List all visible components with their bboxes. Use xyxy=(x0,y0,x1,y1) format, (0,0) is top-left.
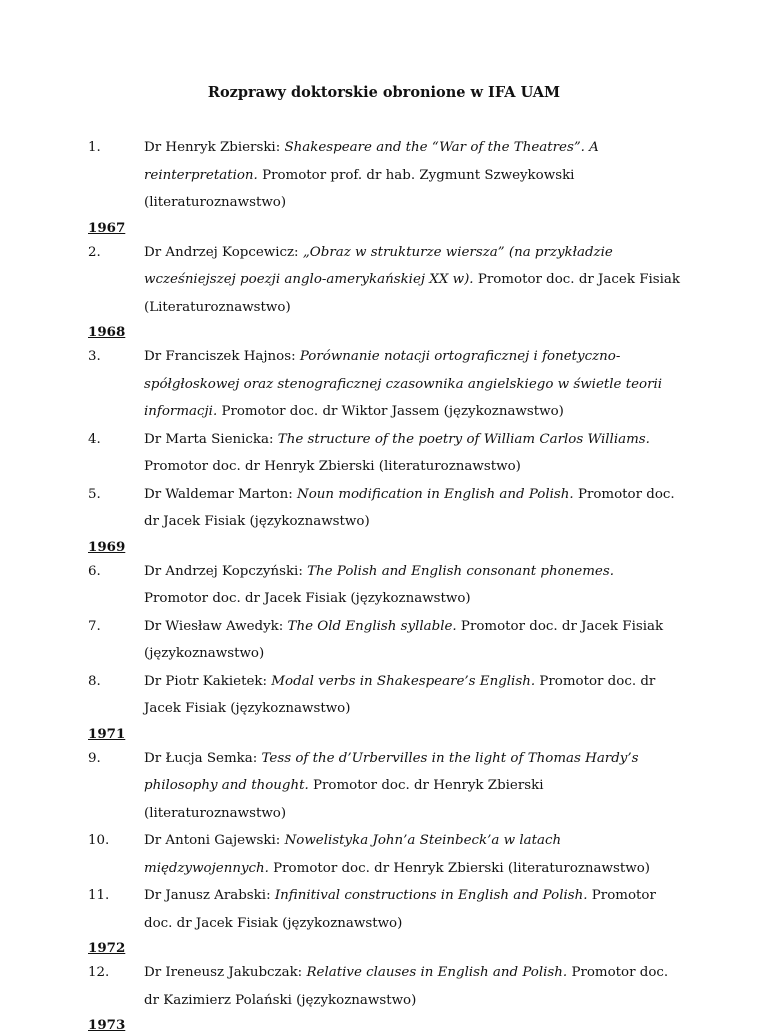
list-item xyxy=(88,745,680,828)
entry-number: 5. xyxy=(88,486,101,502)
entry-number: 12. xyxy=(88,965,110,980)
entry-supervisor: Promotor doc. dr Jacek Fisiak (Literaturoznawstwo) xyxy=(144,272,681,315)
entry-title: Nowelistyka John’a Steinbeck’a w latach międzywojennych. xyxy=(144,833,562,876)
entry-author: Dr Marta Sienicka: xyxy=(144,431,278,447)
entry-title: Porównanie notacji ortograficznej i fonetyczno-spółgłoskowej oraz stenograficznej czasownika angielskiego w świetle teorii informacji. xyxy=(144,349,663,419)
entry-text xyxy=(144,959,680,1014)
page-title: Rozprawy doktorskie obronione w IFA UAM xyxy=(207,84,561,101)
entry-supervisor: Promotor doc. dr Henryk Zbierski (literaturoznawstwo) xyxy=(144,459,521,474)
list-item xyxy=(88,134,680,217)
entry-text xyxy=(144,882,680,937)
entry-text xyxy=(144,827,680,882)
entry-author: Dr Antoni Gajewski: xyxy=(144,833,285,848)
entry-author: Dr Andrzej Kopczyński: xyxy=(144,563,308,579)
list-item xyxy=(88,426,680,481)
thesis-list xyxy=(88,134,680,1036)
entry-text xyxy=(144,343,680,426)
entry-number: 11. xyxy=(88,888,110,903)
entry-author: Dr Franciszek Hajnos: xyxy=(144,349,300,364)
entry-author: Dr Łucja Semka: xyxy=(144,750,262,766)
year-heading: 1967 xyxy=(88,219,126,236)
list-item xyxy=(88,882,680,937)
entry-number: 10. xyxy=(88,833,110,848)
entry-supervisor: Promotor doc. dr Wiktor Jassem (językoznawstwo) xyxy=(217,404,564,419)
list-item xyxy=(88,668,680,723)
entry-supervisor: Promotor doc. dr Jacek Fisiak (językoznawstwo) xyxy=(144,888,656,931)
entry-number: 8. xyxy=(88,673,101,689)
entry-author: Dr Piotr Kakietek: xyxy=(144,673,272,689)
entry-number: 2. xyxy=(88,244,101,260)
year-heading: 1969 xyxy=(88,538,126,555)
entry-title: The Polish and English consonant phonemes. xyxy=(307,563,614,579)
entry-text xyxy=(144,745,680,828)
list-item xyxy=(88,343,680,426)
entry-number: 1. xyxy=(88,140,101,155)
entry-text xyxy=(144,613,680,668)
year-heading: 1973 xyxy=(88,1017,126,1033)
entry-title: The structure of the poetry of William Carlos Williams. xyxy=(277,431,650,447)
entry-number: 4. xyxy=(88,431,101,447)
year-heading: 1971 xyxy=(88,725,126,742)
entry-text xyxy=(144,481,680,536)
entry-supervisor: Promotor doc. dr Jacek Fisiak (językoznawstwo) xyxy=(144,591,471,606)
entry-title: The Old English syllable. xyxy=(287,618,457,634)
entry-title: Tess of the d’Urbervilles in the light of Thomas Hardy’s philosophy and thought. xyxy=(144,750,639,793)
year-heading: 1972 xyxy=(88,940,126,956)
entry-author: Dr Janusz Arabski: xyxy=(144,888,275,903)
entry-supervisor: Promotor doc. dr Henryk Zbierski (literaturoznawstwo) xyxy=(144,778,544,821)
list-item xyxy=(88,481,680,536)
entry-number: 6. xyxy=(88,563,101,579)
list-item xyxy=(88,613,680,668)
entry-text xyxy=(144,239,680,322)
entry-number: 7. xyxy=(88,618,101,634)
entry-title: Noun modification in English and Polish. xyxy=(297,486,574,502)
entry-author: Dr Waldemar Marton: xyxy=(144,486,298,502)
list-item xyxy=(88,827,680,882)
entry-supervisor: Promotor doc. dr Kazimierz Polański (językoznawstwo) xyxy=(144,965,669,1008)
entry-title: „Obraz w strukturze wiersza” (na przykładzie wcześniejszej poezji anglo-amerykańskiej XX w). xyxy=(144,244,613,287)
entry-number: 9. xyxy=(88,750,101,766)
entry-author: Dr Ireneusz Jakubczak: xyxy=(144,965,307,980)
entry-author: Dr Andrzej Kopcewicz: xyxy=(144,244,303,260)
entry-text xyxy=(144,426,680,481)
entry-title: Shakespeare and the “War of the Theatres”. A reinterpretation. xyxy=(144,140,599,183)
entry-supervisor: Promotor doc. dr Jacek Fisiak (językoznawstwo) xyxy=(144,618,664,661)
entry-title: Relative clauses in English and Polish. xyxy=(306,965,568,980)
year-heading: 1968 xyxy=(88,324,126,340)
entry-author: Dr Henryk Zbierski: xyxy=(144,140,285,155)
list-item xyxy=(88,558,680,613)
entry-text xyxy=(144,668,680,723)
entry-number: 3. xyxy=(88,349,101,364)
list-item xyxy=(88,239,680,322)
entry-title: Modal verbs in Shakespeare’s English. xyxy=(271,673,536,689)
entry-author: Dr Wiesław Awedyk: xyxy=(144,618,288,634)
entry-text xyxy=(144,558,680,613)
list-item xyxy=(88,959,680,1014)
entry-supervisor: Promotor prof. dr hab. Zygmunt Szweykowski (literaturoznawstwo) xyxy=(144,167,575,210)
entry-supervisor: Promotor doc. dr Jacek Fisiak (językoznawstwo) xyxy=(144,673,656,716)
entry-text xyxy=(144,134,680,217)
entry-title: Infinitival constructions in English and Polish. xyxy=(274,888,588,903)
entry-supervisor: Promotor doc. dr Jacek Fisiak (językoznawstwo) xyxy=(144,486,675,529)
entry-supervisor: Promotor doc. dr Henryk Zbierski (literaturoznawstwo) xyxy=(268,860,651,876)
